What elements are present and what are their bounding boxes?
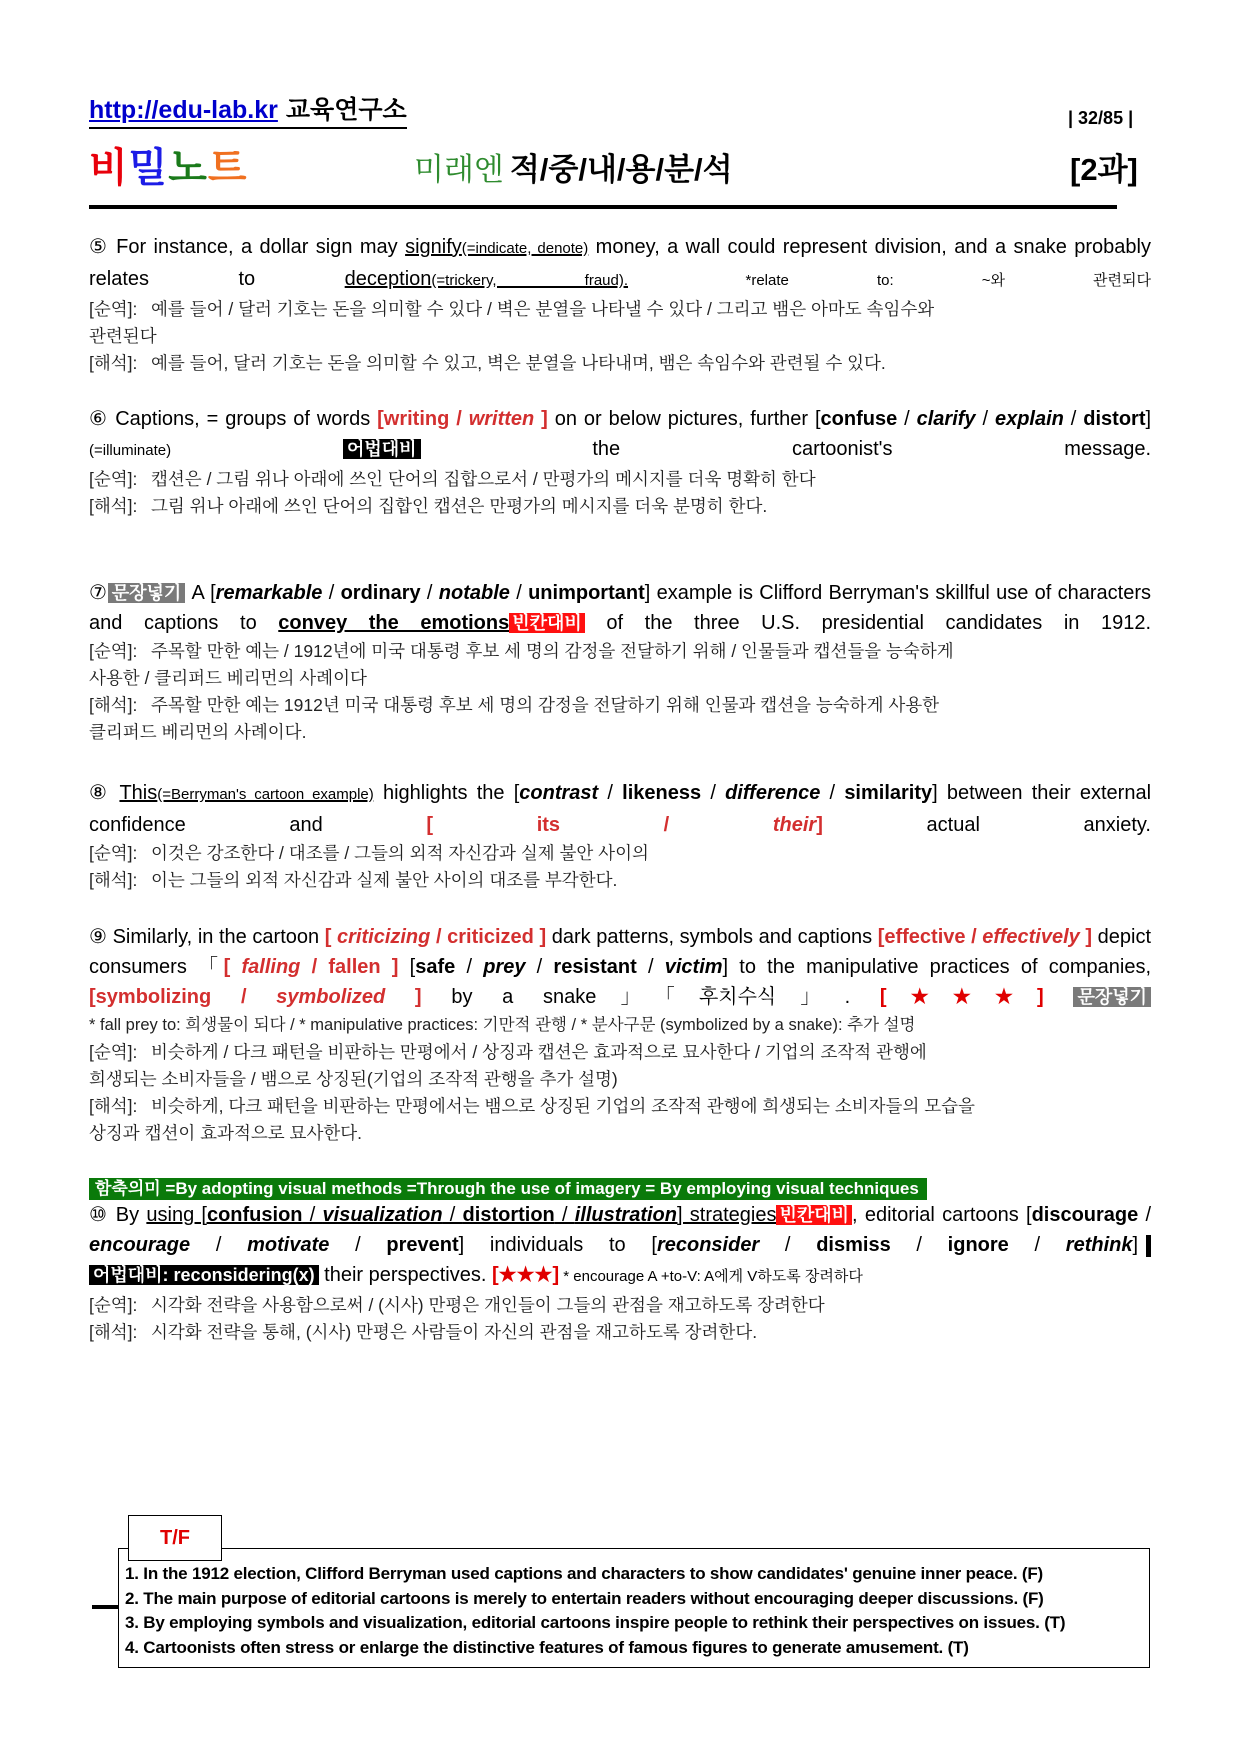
- choice-effective: [878, 926, 1092, 948]
- text: signify: [405, 236, 462, 258]
- implication-label: [89, 1178, 927, 1200]
- sentence-8-english: ⑧ This(=Berryman's cartoon example) highlights the [contrast / likeness / difference / similarity] between their external confidence and [ its / their] actual anxiety.: [89, 782, 1152, 836]
- text: / criticized ]: [430, 926, 547, 948]
- sentence-5: [89, 232, 1151, 377]
- vocab-note: * encourage A +to-V: A에게 V하도록 장려하다: [559, 1268, 863, 1285]
- option: victim: [664, 956, 723, 978]
- interpretation: [89, 350, 1151, 377]
- text: 비슷하게, 다크 패턴을 비판하는 만평에서는 뱀으로 상징된 기업의 조작적 관행에 희생되는 소비자들의 모습을: [151, 1096, 975, 1116]
- interpretation-label: [해석]:: [89, 496, 138, 516]
- text: on or below pictures, further [: [547, 408, 821, 430]
- text: 함축의미: [95, 1179, 161, 1198]
- sentence-number: ⑨: [89, 926, 107, 948]
- logo-char-4: 트: [207, 146, 248, 190]
- synonym: (=indicate, denote): [461, 240, 589, 257]
- interpretation-cont: 클리퍼드 베리먼의 사례이다.: [89, 722, 307, 742]
- page-title: [414, 144, 733, 189]
- text: depict consumers 「: [89, 926, 1152, 978]
- literal-translation: [89, 296, 1151, 323]
- choice-falling: [224, 956, 399, 978]
- interpretation: [89, 1319, 1151, 1346]
- text: ] strategies: [677, 1204, 777, 1226]
- blank-contrast-badge: 빈칸대비: [509, 613, 585, 633]
- text: A [: [185, 582, 216, 604]
- interpretation-label: [해석]:: [89, 1322, 138, 1342]
- option: motivate: [247, 1234, 330, 1256]
- text: highlights the [: [373, 782, 520, 804]
- text: actual anxiety.: [822, 814, 1151, 836]
- option: ordinary: [340, 582, 421, 604]
- option: illustration: [574, 1204, 677, 1226]
- literal-label: [순역]:: [89, 641, 138, 661]
- literal-translation-cont: 희생되는 소비자들을 / 뱀으로 상징된(기업의 조작적 관행을 추가 설명): [89, 1069, 618, 1089]
- literal-translation: [89, 466, 1151, 493]
- using-phrase: using [confusion / visualization / distortion / illustration] strategies: [146, 1204, 777, 1226]
- sentence-5-english: [89, 232, 1151, 296]
- text: 이는 그들의 외적 자신감과 실제 불안 사이의 대조를 부각한다.: [151, 870, 618, 890]
- option: resistant: [553, 956, 637, 978]
- text: ]: [1132, 1234, 1139, 1256]
- option: discourage: [1031, 1204, 1139, 1226]
- literal-translation: [89, 840, 1151, 867]
- text: This: [119, 782, 158, 804]
- sentence-9-english: ⑨ Similarly, in the cartoon [ criticizing / criticized ] dark patterns, symbols and captions [effective / effectively ] depict consumers 「[ falling / fallen ] [safe / prey / resistant / victim] to the manipulative practices of companies, [symbolizing / symbolized ] by a snake」「후치수식」. [★★★] 문장넣기: [89, 926, 1152, 1008]
- sentence-10: [89, 1178, 1151, 1346]
- grammar-contrast-badge: 어법대비: [343, 439, 421, 459]
- text: symbolized: [276, 986, 386, 1008]
- literal-label: [순역]:: [89, 1295, 138, 1315]
- key-phrase: convey the emotions: [278, 612, 510, 634]
- text: [writing /: [377, 408, 469, 430]
- text: 주목할 만한 예는 1912년 미국 대통령 후보 세 명의 감정을 전달하기 위해 인물과 캡션을 능숙하게 사용한: [151, 695, 940, 715]
- sentence-number: ⑥: [89, 408, 109, 430]
- literal-label: [순역]:: [89, 469, 138, 489]
- option: unimportant: [528, 582, 645, 604]
- literal-translation: [89, 1292, 1151, 1319]
- text: [: [398, 956, 416, 978]
- sentence-6-english: ⑥ Captions, = groups of words [writing / written ] on or below pictures, further [confuse / clarify / explain / distort](=illuminate) 어법대비 the cartoonist's message.: [89, 408, 1152, 460]
- option: safe: [415, 956, 456, 978]
- literal-label: [순역]:: [89, 299, 138, 319]
- literal-translation-cont: 관련된다: [89, 326, 157, 346]
- interpretation: [89, 867, 1151, 894]
- text: 예를 들어, 달러 기호는 돈을 의미할 수 있고, 벽은 분열을 나타내며, 뱀은 속임수와 관련될 수 있다.: [151, 353, 886, 373]
- option: clarify: [916, 408, 976, 430]
- text: falling: [241, 956, 301, 978]
- text: ]: [1079, 926, 1093, 948]
- text: 비슷하게 / 다크 패턴을 비판하는 만평에서 / 상징과 캡션은 효과적으로 묘사한다 / 기업의 조작적 관행에: [151, 1042, 927, 1062]
- text: , editorial cartoons [: [852, 1204, 1032, 1226]
- text: [: [223, 956, 242, 978]
- option: ignore: [947, 1234, 1009, 1256]
- text: of the three U.S. presidential candidates in 1912.: [584, 612, 1152, 634]
- title-text: 적/중/내/용/분/석: [509, 152, 733, 187]
- text: ] between their external confidence and: [89, 782, 1152, 836]
- text: [effective /: [877, 926, 983, 948]
- literal-label: [순역]:: [89, 843, 138, 863]
- choice-writing-written: [377, 408, 548, 430]
- text: ] to the manipulative practices of companies,: [722, 956, 1152, 978]
- synonym: (=illuminate): [89, 442, 172, 459]
- logo-char-1: 비: [89, 146, 129, 190]
- text: 시각화 전략을 사용함으로써 / (시사) 만평은 개인들이 그들의 관점을 재고하도록 장려한다: [151, 1295, 825, 1315]
- tf-quiz-list: [125, 1562, 1065, 1660]
- option: difference: [725, 782, 821, 804]
- text: 예를 들어 / 달러 기호는 돈을 의미할 수 있다 / 벽은 분열을 나타낼 수 있다 / 그리고 뱀은 아마도 속임수와: [151, 299, 935, 319]
- logo-char-3: 노: [168, 146, 208, 190]
- choice-its-their: [426, 814, 823, 836]
- text: Captions, = groups of words: [108, 408, 378, 430]
- tf-item-2: 2. The main purpose of editorial cartoons is merely to entertain readers without encouraging deeper discussions. (F): [125, 1588, 1044, 1608]
- option: encourage: [89, 1234, 191, 1256]
- option: rethink: [1065, 1234, 1133, 1256]
- text: =By adopting visual methods =Through the use of imagery = By employing visual techniques: [160, 1179, 919, 1198]
- interpretation: [89, 1093, 1151, 1120]
- literal-translation-cont: 사용한 / 클리퍼드 베리먼의 사례이다: [89, 668, 367, 688]
- sentence-7: [89, 578, 1151, 746]
- option: likeness: [622, 782, 702, 804]
- text: By: [108, 1204, 147, 1226]
- option: confusion: [206, 1204, 303, 1226]
- sentence-10-english-cont: [89, 1260, 1151, 1292]
- tf-item-3: 3. By employing symbols and visualization, editorial cartoons inspire people to rethink their perspectives on issues. (T): [125, 1613, 1066, 1632]
- text: the cartoonist's message.: [420, 438, 1151, 460]
- vocab-note: * fall prey to: 희생물이 되다 / * manipulative practices: 기만적 관행 / * 분사구문 (symbolized by a snake): 추가 설명: [89, 1016, 916, 1034]
- lesson-number: [2과]: [1070, 152, 1138, 187]
- interpretation-label: [해석]:: [89, 870, 138, 890]
- option: explain: [994, 408, 1064, 430]
- interpretation-label: [해석]:: [89, 695, 138, 715]
- logo: [89, 136, 248, 193]
- grammar-contrast-badge: 어법대비: reconsidering(x): [89, 1265, 319, 1285]
- option: prey: [483, 956, 526, 978]
- text: Similarly, in the cartoon: [106, 926, 325, 948]
- synonym: (=trickery, fraud).: [431, 272, 629, 289]
- text: effectively: [982, 926, 1080, 948]
- tf-item-4: 4. Cartoonists often stress or enlarge the distinctive features of famous figures to generate amusement. (T): [125, 1637, 969, 1657]
- logo-char-2: 밀: [128, 146, 169, 190]
- publisher: 미래엔: [414, 152, 504, 187]
- text: 그림 위나 아래에 쓰인 단어의 집합인 캡션은 만평가의 메시지를 더욱 분명히 한다.: [151, 496, 768, 516]
- choice-criticizing: [325, 926, 546, 948]
- synonym: (=Berryman's cartoon example): [157, 786, 374, 803]
- interpretation-cont: 상징과 캡션이 효과적으로 묘사한다.: [89, 1123, 363, 1143]
- header-divider: [89, 205, 1117, 209]
- option: prevent: [386, 1234, 459, 1256]
- tf-marker-dash: [92, 1605, 118, 1609]
- text: by a snake」「후치수식」.: [421, 986, 880, 1008]
- interpretation-label: [해석]:: [89, 1096, 138, 1116]
- sentence-insert-badge: 문장넣기: [1073, 987, 1151, 1007]
- literal-translation: [89, 1039, 1151, 1066]
- literal-label: [순역]:: [89, 1042, 138, 1062]
- option: reconsider: [656, 1234, 760, 1256]
- text: [symbolizing /: [89, 986, 277, 1008]
- sentence-number: ⑩: [89, 1204, 109, 1226]
- text: For instance, a dollar sign may: [108, 236, 406, 258]
- text: ]: [385, 986, 422, 1008]
- site-url-link[interactable]: http://edu-lab.kr: [89, 96, 278, 124]
- text: / fallen ]: [300, 956, 399, 978]
- importance-stars: [★★★]: [879, 986, 1044, 1008]
- text: ]: [534, 408, 548, 430]
- sentence-insert-badge: 문장넣기: [108, 583, 186, 603]
- page-indicator: | 32/85 |: [1068, 108, 1134, 128]
- choice-symbolizing: [89, 986, 422, 1008]
- sentence-10-english: ⑩ By using [confusion / visualization / distortion / illustration] strategies 빈칸대비 , editorial cartoons [discourage / encourage / motivate / prevent] individuals to [reconsider / dismiss / ignore / rethink]: [89, 1204, 1152, 1256]
- text: their: [772, 814, 817, 836]
- text: criticizing: [337, 926, 431, 948]
- vocab-signify: [405, 236, 588, 258]
- option: remarkable: [215, 582, 323, 604]
- text: 주목할 만한 예는 / 1912년에 미국 대통령 후보 세 명의 감정을 전달하기 위해 / 인물들과 캡션들을 능숙하게: [151, 641, 954, 661]
- text: 시각화 전략을 통해, (시사) 만평은 사람들이 자신의 관점을 재고하도록 장려한다.: [151, 1322, 758, 1342]
- option: dismiss: [816, 1234, 891, 1256]
- sentence-8: [89, 778, 1151, 894]
- text: 이것은 강조한다 / 대조를 / 그들의 외적 자신감과 실제 불안 사이의: [151, 843, 649, 863]
- blank-contrast-badge: 빈칸대비: [776, 1205, 852, 1225]
- text: [: [324, 926, 338, 948]
- implication-banner: [89, 1178, 1151, 1200]
- option: distort: [1083, 408, 1146, 430]
- sentence-number: ⑧: [89, 782, 111, 804]
- text: ]: [816, 814, 823, 836]
- text: money, a wall could represent division, and a snake probably relates to: [89, 236, 1151, 290]
- option: distortion: [462, 1204, 555, 1226]
- text: dark patterns, symbols and captions: [546, 926, 878, 948]
- text: their perspectives.: [318, 1264, 492, 1286]
- sentence-number: ⑦: [89, 582, 108, 604]
- interpretation-label: [해석]:: [89, 353, 138, 373]
- tf-item-1: 1. In the 1912 election, Clifford Berryman used captions and characters to show candidates' genuine inner peace. (F): [125, 1564, 1043, 1583]
- importance-stars: [★★★]: [492, 1264, 560, 1286]
- option: similarity: [844, 782, 933, 804]
- option: contrast: [519, 782, 599, 804]
- text: written: [468, 408, 535, 430]
- interpretation: [89, 493, 1151, 520]
- vocab-deception: [345, 268, 628, 290]
- tf-quiz-title: T/F: [128, 1515, 222, 1561]
- sentence-9: [89, 922, 1151, 1147]
- sentence-6: [89, 404, 1151, 520]
- text: ] individuals to [: [458, 1234, 657, 1256]
- text: 캡션은 / 그림 위나 아래에 쓰인 단어의 집합으로서 / 만평가의 메시지를 더욱 명확히 한다: [151, 469, 816, 489]
- site-header: [89, 90, 407, 129]
- option: notable: [438, 582, 510, 604]
- text: [ its /: [426, 814, 773, 836]
- option: confuse: [820, 408, 898, 430]
- marker-bar: [1146, 1235, 1151, 1257]
- vocab-note: *relate to: ~와 관련되다: [745, 272, 1152, 289]
- sentence-number: ⑤: [89, 236, 109, 258]
- site-name: 교육연구소: [285, 96, 407, 124]
- literal-translation: [89, 638, 1151, 665]
- reference-this: [119, 782, 373, 804]
- text: deception: [344, 268, 432, 290]
- interpretation: [89, 692, 1151, 719]
- text: ] example is Clifford Berryman's skillful use of characters and captions to: [89, 582, 1152, 634]
- sentence-7-english: ⑦ 문장넣기 A [remarkable / ordinary / notable / unimportant] example is Clifford Berryman's skillful use of characters and captions to convey the emotions 빈칸대비 of the three U.S. presidential candidates in 1912.: [89, 582, 1152, 634]
- text: using [: [146, 1204, 207, 1226]
- option: visualization: [322, 1204, 443, 1226]
